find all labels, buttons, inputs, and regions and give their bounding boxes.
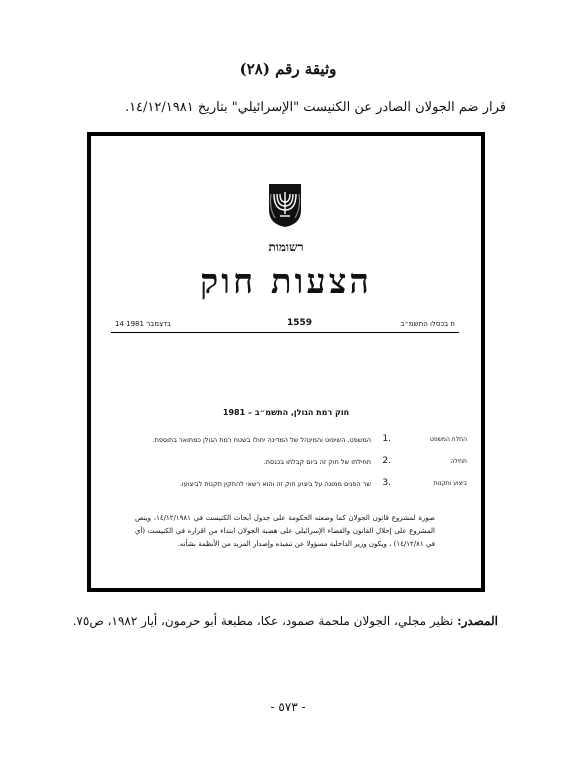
scan-header-row	[111, 320, 459, 332]
source-text: نظير مجلي، الجولان ملحمة صمود، عكا، مطبعة أبو حرمون، أيار ١٩٨٢، ص٧٥.	[72, 614, 458, 628]
header-rule	[111, 332, 459, 333]
clause-text: שר הפנים ממונה על ביצוע חוק זה והוא רשאי להתקין תקנות לביצועו.	[179, 480, 371, 488]
clause-text: המשפט, השיפוט והמינהל של המדינה יחולו בשטח רמת הגולן כמתואר בתוספת.	[152, 436, 371, 444]
page-number: - ٥٧٣ -	[270, 700, 306, 714]
clause-margin-note: החלת המשפט	[430, 436, 467, 443]
scan-title: הצעות חוק	[200, 262, 372, 302]
clause-margin-note: ביצוע ותקנות	[433, 480, 467, 487]
scan-date: 14 בדצמבר 1981	[115, 320, 171, 328]
source-citation	[70, 614, 498, 628]
clause-text: תחילתו של חוק זה ביום קבלתו בכנסת.	[263, 458, 371, 466]
scanned-document-frame	[87, 132, 485, 592]
scan-issue-number: 1559	[287, 318, 313, 328]
clause-number: 1.	[382, 434, 391, 444]
menorah-emblem-icon	[265, 180, 305, 228]
clause-number: 2.	[382, 456, 391, 466]
source-label: المصدر:	[457, 614, 498, 628]
reshumot-heading: רשומות	[268, 240, 304, 254]
law-title: חוק רמת הגולן, התשמ״ב – 1981	[222, 408, 350, 417]
document-subtitle: قرار ضم الجولان الصادر عن الكنيست "الإسرائيلي" بتاريخ ١٤/١٢/١٩٨١.	[124, 100, 506, 115]
clause-number: 3.	[382, 478, 391, 488]
clause-margin-note: תחילה	[450, 458, 467, 465]
document-title: وثيقة رقم (٢٨)	[239, 60, 337, 78]
arabic-explanation: صورة لمشروع قانون الجولان كما وضعته الحكومة على جدول أبحاث الكنيست في ١٤/١٢/١٩٨١، وينص المشروع على إحلال القانون والقضاء الإسرائيلي على هضبة الجولان ابتداء من اقراره في الكنيست (أي في ١٤/١٢/٨١) ، ويكون وزير الداخلية مسؤولا عن تنفيذه وإصدار المزيد من الأنظمة بشأنه.	[135, 514, 435, 548]
scan-series: ח בכסלו התשמ״ב	[400, 320, 455, 328]
